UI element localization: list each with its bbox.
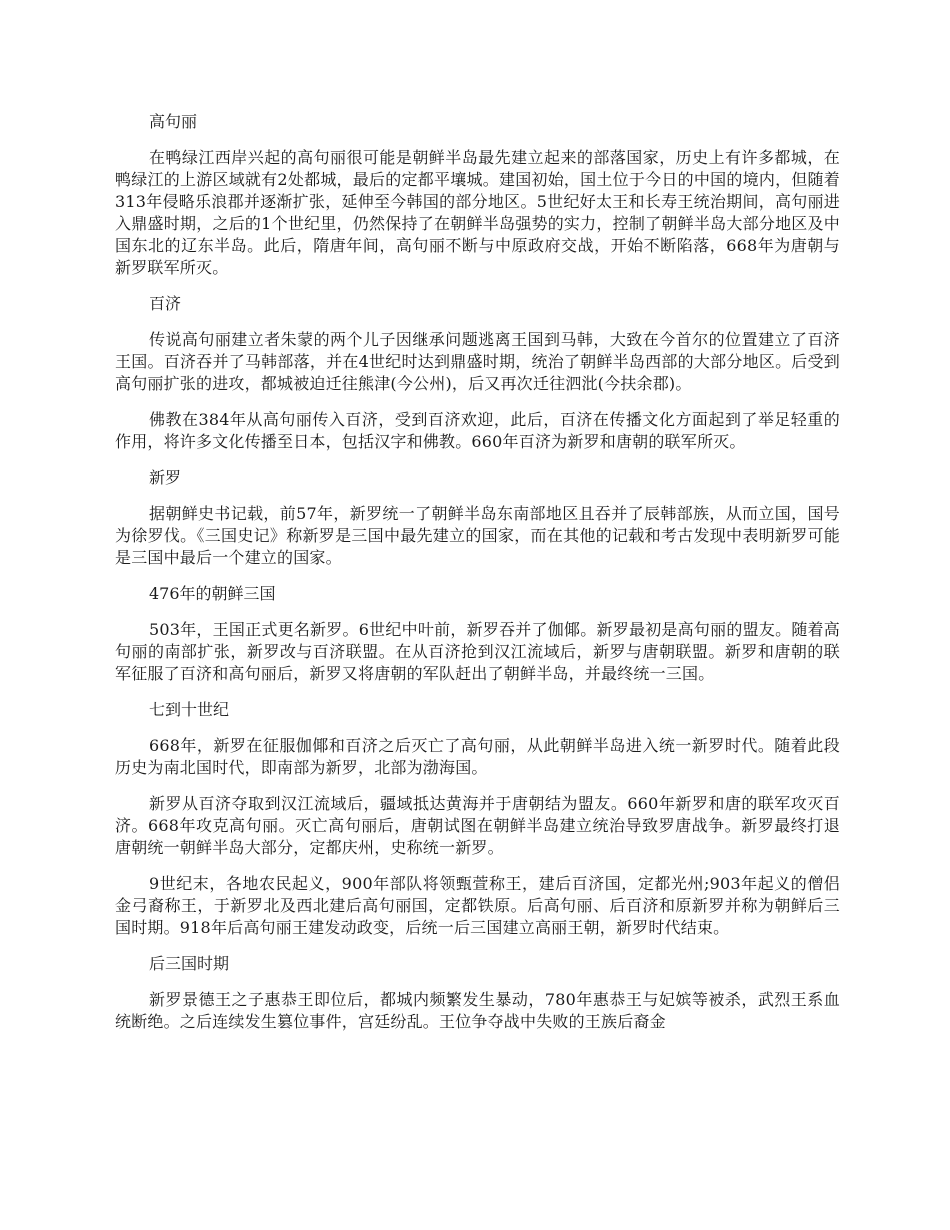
paragraph-silla-tang-war: 新罗从百济夺取到汉江流域后，疆域抵达黄海并于唐朝结为盟友。660年新罗和唐的联军攻灭百济。668年攻克高句丽。灭亡高句丽后，唐朝试图在朝鲜半岛建立统治导致罗唐战争。新罗最终打退唐朝统一朝鲜半岛大部分，定都庆州，史称统一新罗。 — [115, 794, 840, 857]
paragraph-later-three-kingdoms: 新罗景德王之子惠恭王即位后，都城内频繁发生暴动，780年惠恭王与妃嫔等被杀，武烈王系血统断绝。之后连续发生篡位事件，宫廷纷乱。王位争夺战中失败的王族后裔金 — [115, 990, 840, 1031]
section-heading-three-kingdoms-476: 476年的朝鲜三国 — [149, 584, 276, 603]
paragraph-baekje-founding: 传说高句丽建立者朱蒙的两个儿子因继承问题逃离王国到马韩，大致在今首尔的位置建立了百济王国。百济吞并了马韩部落，并在4世纪时达到鼎盛时期，统治了朝鲜半岛西部的大部分地区。后受到高句丽扩张的进攻，都城被迫迁往熊津(今公州)，后又再次迁往泗沘(今扶余郡)。 — [115, 330, 840, 393]
paragraph-later-kingdoms-rise: 9世纪末，各地农民起义，900年部队将领甄萱称王，建后百济国，定都光州;903年起义的僧侣金弓裔称王，于新罗北及西北建后高句丽国，定都铁原。后高句丽、后百济和原新罗并称为朝鲜后三国时期。918年后高句丽王建发动政变，后统一后三国建立高丽王朝，新罗时代结束。 — [115, 874, 840, 937]
paragraph-unified-silla: 668年，新罗在征服伽倻和百济之后灭亡了高句丽，从此朝鲜半岛进入统一新罗时代。随着此段历史为南北国时代，即南部为新罗，北部为渤海国。 — [115, 736, 840, 777]
paragraph-baekje-buddhism: 佛教在384年从高句丽传入百济，受到百济欢迎，此后，百济在传播文化方面起到了举足轻重的作用，将许多文化传播至日本，包括汉字和佛教。660年百济为新罗和唐朝的联军所灭。 — [115, 410, 840, 451]
paragraph-goguryeo: 在鸭绿江西岸兴起的高句丽很可能是朝鲜半岛最先建立起来的部落国家，历史上有许多都城，在鸭绿江的上游区域就有2处都城，最后的定都平壤城。建国初始，国土位于今日的中国的境内，但随着313年侵略乐浪郡并逐渐扩张，延伸至今韩国的部分地区。5世纪好太王和长寿王统治期间，高句丽进入鼎盛时期，之后的1个世纪里，仍然保持了在朝鲜半岛强势的实力，控制了朝鲜半岛大部分地区及中国东北的辽东半岛。此后，隋唐年间，高句丽不断与中原政府交战，开始不断陷落，668年为唐朝与新罗联军所灭。 — [115, 148, 840, 277]
section-heading-later-three-kingdoms: 后三国时期 — [149, 954, 230, 973]
section-heading-silla: 新罗 — [149, 468, 182, 487]
paragraph-silla-unification: 503年，王国正式更名新罗。6世纪中叶前，新罗吞并了伽倻。新罗最初是高句丽的盟友。随着高句丽的南部扩张，新罗改与百济联盟。在从百济抢到汉江流域后，新罗与唐朝联盟。新罗和唐朝的联军征服了百济和高句丽后，新罗又将唐朝的军队赶出了朝鲜半岛，并最终统一三国。 — [115, 620, 840, 683]
paragraph-silla-founding: 据朝鲜史书记载，前57年，新罗统一了朝鲜半岛东南部地区且吞并了辰韩部族，从而立国，国号为徐罗伐。《三国史记》称新罗是三国中最先建立的国家，而在其他的记载和考古发现中表明新罗可能是三国中最后一个建立的国家。 — [115, 504, 840, 567]
section-heading-baekje: 百济 — [149, 294, 182, 313]
section-heading-7th-10th-century: 七到十世纪 — [149, 700, 230, 719]
document-page — [115, 111, 840, 1047]
section-heading-goguryeo: 高句丽 — [149, 112, 198, 131]
